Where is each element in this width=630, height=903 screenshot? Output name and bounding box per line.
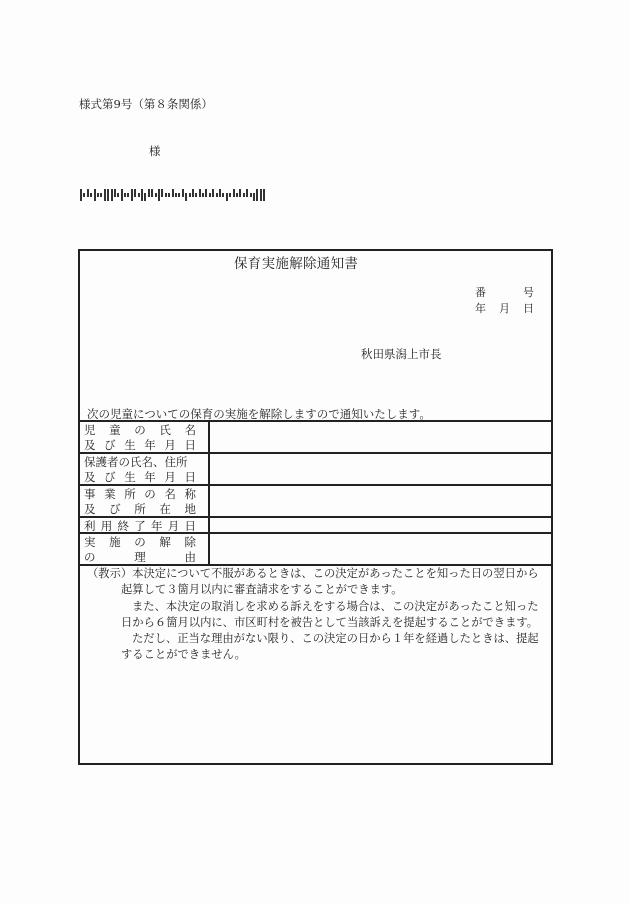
barcode-bar: [212, 189, 214, 197]
customer-barcode: [80, 189, 282, 201]
row-label: 事 業 所 の 名 称 及 び 所 在 地: [78, 486, 210, 516]
number-label-go: 号: [523, 286, 534, 299]
barcode-bar: [90, 193, 92, 197]
row-value-field[interactable]: [210, 486, 553, 516]
barcode-bar: [87, 189, 89, 197]
issuer-name: 秋田県潟上市長: [361, 347, 442, 361]
barcode-bar: [114, 189, 116, 197]
lead-text: 次の児童についての保育の実施を解除しますので通知いたします。: [87, 407, 431, 421]
barcode-bar: [250, 193, 252, 197]
barcode-bar: [189, 193, 191, 197]
barcode-bar: [219, 189, 221, 197]
barcode-bar: [205, 189, 207, 197]
document-title: 保育実施解除通知書: [234, 256, 359, 272]
barcode-bar: [161, 189, 163, 197]
notice-paragraph-3: ただし、正当な理由がない限り、この決定の日から１年を経過したときは、提起することができません。: [121, 632, 539, 662]
barcode-bar: [94, 189, 96, 201]
barcode-bar: [216, 193, 218, 197]
row-value-field[interactable]: [210, 518, 553, 532]
barcode-bar: [199, 189, 201, 197]
barcode-bar: [80, 189, 82, 201]
barcode-bar: [151, 189, 153, 197]
row-label: 利 用 終 了 年 月 日: [78, 518, 210, 532]
barcode-bar: [185, 193, 187, 201]
row-label: 児 童 の 氏 名 及 び 生 年 月 日: [78, 422, 210, 452]
barcode-bar: [121, 189, 123, 201]
notice-paragraph-2: また、本決定の取消しを求める訴えをする場合は、この決定があったこと知った日から６箇月以内に、市区町村を被告として当該訴えを提起することができます。: [121, 599, 539, 629]
barcode-bar: [233, 189, 235, 197]
table-row: [78, 420, 553, 452]
row-label: 保護者の氏名、住所 及 び 生 年 月 日: [78, 454, 210, 484]
table-row: [78, 452, 553, 484]
barcode-bar: [253, 193, 255, 201]
barcode-bar: [226, 193, 228, 201]
barcode-bar: [243, 193, 245, 197]
barcode-bar: [202, 193, 204, 197]
barcode-bar: [236, 193, 238, 197]
barcode-bar: [158, 189, 160, 201]
barcode-bar: [144, 193, 146, 201]
addressee-suffix: 様: [149, 144, 161, 158]
barcode-bar: [141, 189, 143, 201]
barcode-bar: [246, 189, 248, 197]
barcode-bar: [134, 189, 136, 197]
row-value-field[interactable]: [210, 534, 553, 564]
details-table: [78, 420, 553, 566]
barcode-bar: [172, 189, 174, 197]
row-value-field[interactable]: [210, 454, 553, 484]
barcode-bar: [155, 193, 157, 197]
barcode-bar: [127, 193, 129, 197]
barcode-bar: [263, 189, 265, 201]
barcode-bar: [195, 193, 197, 197]
row-value-field[interactable]: [210, 422, 553, 452]
barcode-bar: [239, 189, 241, 197]
barcode-bar: [138, 193, 140, 197]
barcode-bar: [131, 189, 133, 201]
date-label-day: 日: [523, 302, 534, 315]
table-row: [78, 516, 553, 532]
barcode-bar: [97, 193, 99, 197]
date-label-month: 月: [499, 302, 510, 315]
barcode-bar: [83, 193, 85, 197]
barcode-bar: [175, 193, 177, 197]
barcode-bar: [260, 189, 262, 201]
barcode-bar: [222, 193, 224, 197]
barcode-bar: [117, 193, 119, 197]
barcode-bar: [165, 193, 167, 197]
barcode-bar: [178, 193, 180, 197]
barcode-bar: [100, 193, 102, 197]
barcode-bar: [209, 193, 211, 197]
form-number: 様式第9号（第８条関係）: [79, 97, 213, 111]
table-row: [78, 484, 553, 516]
table-row: [78, 532, 553, 564]
barcode-bar: [107, 189, 109, 201]
date-label-year: 年: [475, 302, 486, 315]
barcode-bar: [148, 189, 150, 197]
barcode-bar: [124, 193, 126, 197]
barcode-bar: [182, 189, 184, 197]
barcode-bar: [168, 193, 170, 197]
barcode-bar: [111, 189, 113, 201]
row-label: 実 施 の 解 除 の 理 由: [78, 534, 210, 564]
barcode-bar: [256, 189, 258, 201]
barcode-bar: [104, 189, 106, 201]
barcode-bar: [192, 189, 194, 197]
appeal-notice: [87, 566, 545, 664]
barcode-bar: [229, 193, 231, 197]
notice-paragraph-1: （教示）本決定について不服があるときは、この決定があったことを知った日の翌日から起算して３箇月以内に審査請求をすることができます。: [87, 567, 539, 597]
number-label-ban: 番: [475, 286, 486, 299]
